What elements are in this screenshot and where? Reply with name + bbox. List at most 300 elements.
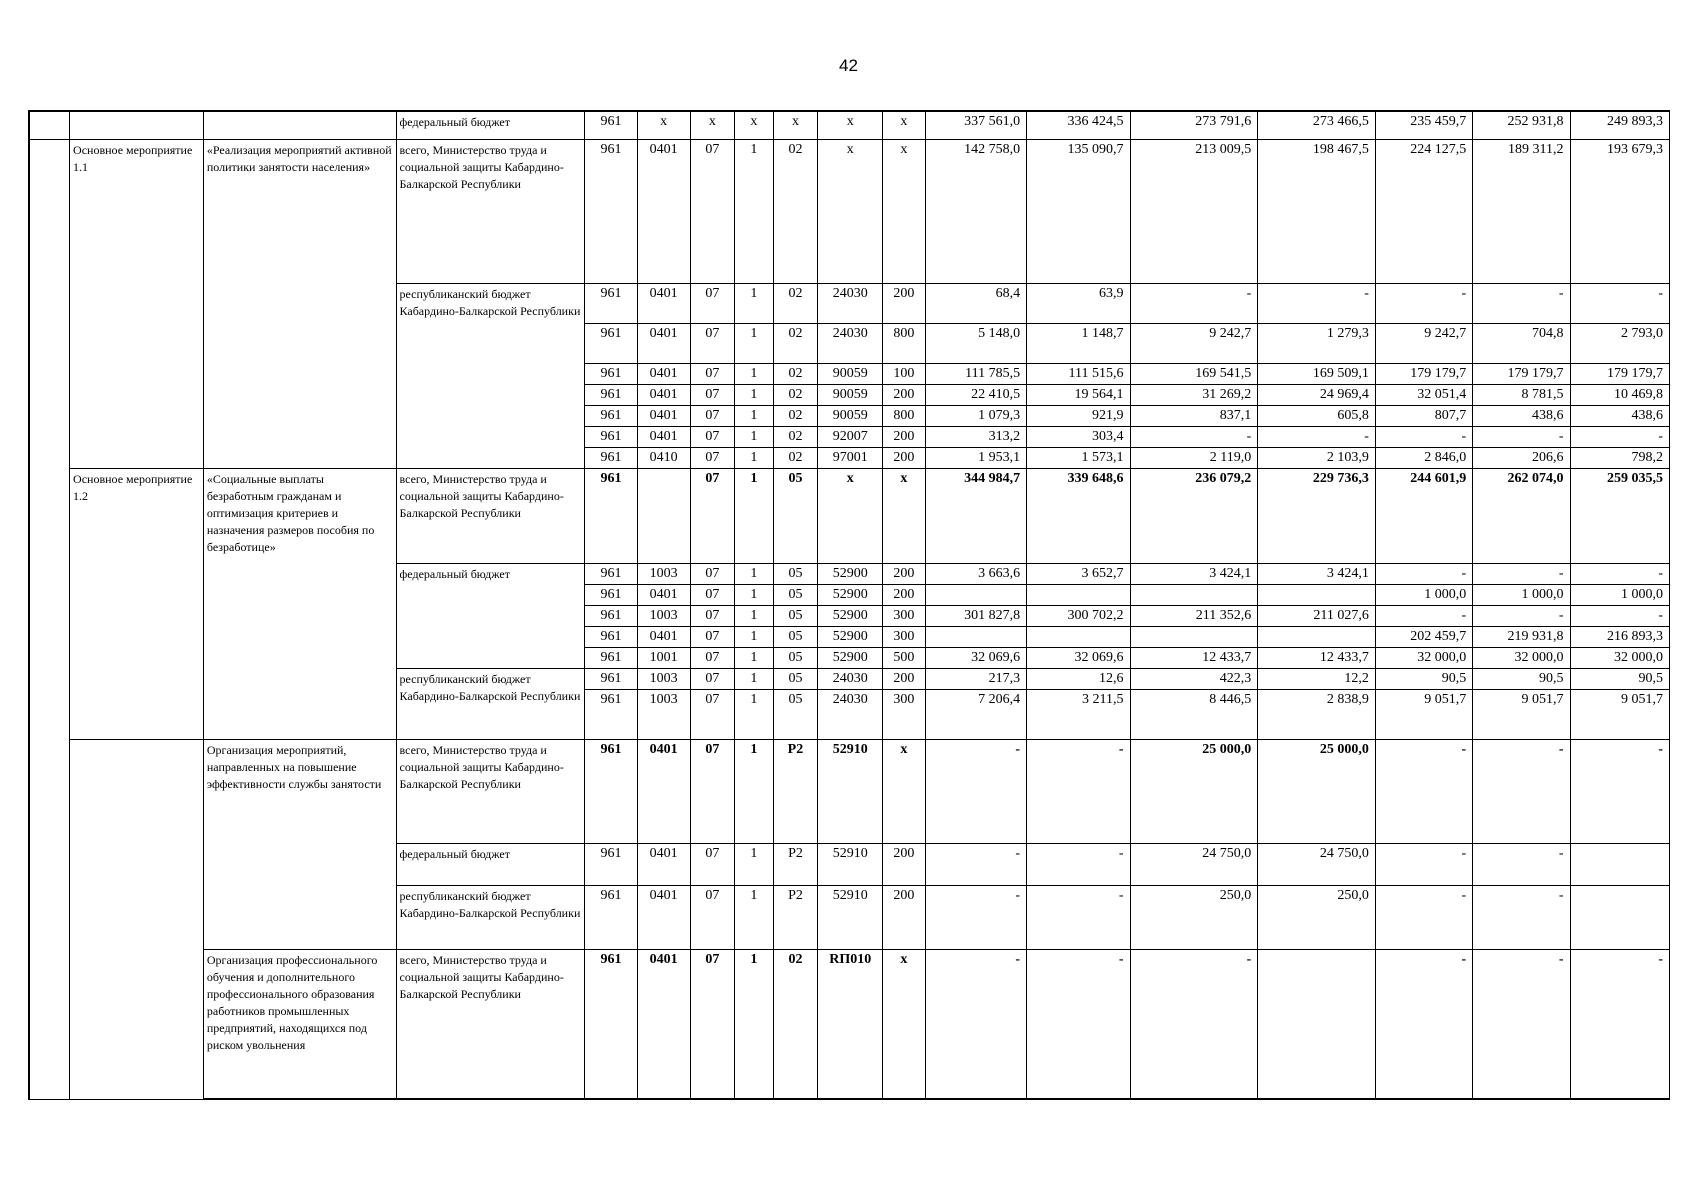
table-cell: 211 027,6 <box>1258 605 1376 626</box>
table-cell: «Социальные выплаты безработным гражданам и оптимизация критериев и назначения размеров пособия по безработице» <box>203 468 396 739</box>
table-cell: - <box>925 949 1026 1099</box>
table-cell: 12,2 <box>1258 668 1376 689</box>
table-cell: 206,6 <box>1473 447 1570 468</box>
table-cell: 1 <box>735 426 774 447</box>
table-cell: 961 <box>585 647 638 668</box>
table-cell: 1 <box>735 843 774 885</box>
table-cell: 961 <box>585 626 638 647</box>
table-cell: всего, Министерство труда и социальной защиты Кабардино-Балкарской Республики <box>396 139 585 283</box>
table-cell: - <box>1375 843 1472 885</box>
table-cell: 9 242,7 <box>1130 323 1258 363</box>
table-cell: 179 179,7 <box>1570 363 1669 384</box>
table-cell: 1 953,1 <box>925 447 1026 468</box>
table-cell: 249 893,3 <box>1570 111 1669 139</box>
table-cell: 52900 <box>818 563 883 584</box>
table-cell: 07 <box>690 668 735 689</box>
table-cell: 05 <box>773 647 818 668</box>
table-cell: 605,8 <box>1258 405 1376 426</box>
table-cell: 135 090,7 <box>1027 139 1130 283</box>
table-cell: 12,6 <box>1027 668 1130 689</box>
table-cell <box>925 626 1026 647</box>
table-cell: 24030 <box>818 689 883 739</box>
table-cell: - <box>1027 949 1130 1099</box>
table-cell: 52910 <box>818 843 883 885</box>
table-cell: 7 206,4 <box>925 689 1026 739</box>
table-cell: 189 311,2 <box>1473 139 1570 283</box>
table-cell: 32 000,0 <box>1375 647 1472 668</box>
table-cell: 200 <box>883 584 926 605</box>
table-cell: 300 <box>883 626 926 647</box>
table-cell: 300 <box>883 605 926 626</box>
table-cell: 52910 <box>818 739 883 843</box>
table-cell: 1 <box>735 405 774 426</box>
table-cell: - <box>1375 885 1472 949</box>
table-cell: 179 179,7 <box>1375 363 1472 384</box>
table-cell: - <box>1375 426 1472 447</box>
table-cell: 301 827,8 <box>925 605 1026 626</box>
table-cell: 24030 <box>818 323 883 363</box>
table-cell: 216 893,3 <box>1570 626 1669 647</box>
table-cell: 273 791,6 <box>1130 111 1258 139</box>
table-cell: 1 <box>735 885 774 949</box>
table-cell: 68,4 <box>925 283 1026 323</box>
table-cell: - <box>1130 283 1258 323</box>
table-cell: - <box>1570 605 1669 626</box>
table-cell: 07 <box>690 323 735 363</box>
table-cell: 961 <box>585 447 638 468</box>
table-cell: 0401 <box>637 584 690 605</box>
table-cell: - <box>1027 739 1130 843</box>
table-cell: x <box>883 111 926 139</box>
table-cell: 224 127,5 <box>1375 139 1472 283</box>
table-cell: 1 279,3 <box>1258 323 1376 363</box>
table-cell: x <box>735 111 774 139</box>
table-cell: Основное мероприятие 1.1 <box>70 139 204 468</box>
table-cell: - <box>1473 739 1570 843</box>
table-cell: 422,3 <box>1130 668 1258 689</box>
table-cell: 961 <box>585 843 638 885</box>
table-cell: 800 <box>883 405 926 426</box>
table-cell: 52910 <box>818 885 883 949</box>
table-cell: 24030 <box>818 283 883 323</box>
table-cell: 0401 <box>637 323 690 363</box>
table-cell: 9 051,7 <box>1570 689 1669 739</box>
table-cell: 1 <box>735 626 774 647</box>
table-cell: 300 702,2 <box>1027 605 1130 626</box>
table-cell: P2 <box>773 739 818 843</box>
table-cell: 5 148,0 <box>925 323 1026 363</box>
table-cell <box>70 111 204 139</box>
table-cell: - <box>1375 605 1472 626</box>
budget-table <box>28 110 1670 1100</box>
table-cell: x <box>818 468 883 563</box>
table-cell: 961 <box>585 689 638 739</box>
table-cell: 0401 <box>637 949 690 1099</box>
table-cell: 200 <box>883 843 926 885</box>
table-cell: 07 <box>690 426 735 447</box>
table-cell: 1 000,0 <box>1570 584 1669 605</box>
table-cell: 2 793,0 <box>1570 323 1669 363</box>
table-cell: 169 541,5 <box>1130 363 1258 384</box>
table-cell: 1 <box>735 363 774 384</box>
table-cell <box>1258 584 1376 605</box>
table-cell: - <box>1570 563 1669 584</box>
table-cell: - <box>1473 949 1570 1099</box>
table-cell: 169 509,1 <box>1258 363 1376 384</box>
table-cell: 0401 <box>637 426 690 447</box>
table-cell: - <box>1570 426 1669 447</box>
table-cell: 798,2 <box>1570 447 1669 468</box>
table-cell: - <box>1027 843 1130 885</box>
table-cell: 961 <box>585 139 638 283</box>
table-cell: - <box>1258 283 1376 323</box>
table-cell: 807,7 <box>1375 405 1472 426</box>
table-cell: 252 931,8 <box>1473 111 1570 139</box>
table-cell: 0401 <box>637 739 690 843</box>
table-cell: 200 <box>883 563 926 584</box>
table-cell: 31 269,2 <box>1130 384 1258 405</box>
table-cell: 250,0 <box>1130 885 1258 949</box>
table-cell: - <box>1570 949 1669 1099</box>
table-cell: 10 469,8 <box>1570 384 1669 405</box>
table-cell: 07 <box>690 739 735 843</box>
table-cell: - <box>1027 885 1130 949</box>
table-cell: 0410 <box>637 447 690 468</box>
table-cell: всего, Министерство труда и социальной защиты Кабардино-Балкарской Республики <box>396 468 585 563</box>
table-cell: 24 750,0 <box>1130 843 1258 885</box>
table-cell: 0401 <box>637 843 690 885</box>
table-cell: RП010 <box>818 949 883 1099</box>
table-cell: 1001 <box>637 647 690 668</box>
table-cell: 0401 <box>637 139 690 283</box>
table-cell: 07 <box>690 885 735 949</box>
table-cell: 3 663,6 <box>925 563 1026 584</box>
table-cell: 05 <box>773 584 818 605</box>
table-body <box>29 111 1670 1099</box>
table-cell: 0401 <box>637 283 690 323</box>
table-cell: P2 <box>773 843 818 885</box>
table-cell: 961 <box>585 384 638 405</box>
table-cell: 02 <box>773 949 818 1099</box>
table-cell: 63,9 <box>1027 283 1130 323</box>
table-cell: x <box>637 111 690 139</box>
table-cell: 1 079,3 <box>925 405 1026 426</box>
table-cell: x <box>818 139 883 283</box>
table-cell: 02 <box>773 323 818 363</box>
table-cell: 07 <box>690 563 735 584</box>
table-cell: - <box>925 885 1026 949</box>
table-cell: 200 <box>883 426 926 447</box>
table-cell: 25 000,0 <box>1258 739 1376 843</box>
table-cell <box>1130 626 1258 647</box>
table-cell: 262 074,0 <box>1473 468 1570 563</box>
table-cell: 0401 <box>637 885 690 949</box>
table-cell: 90059 <box>818 384 883 405</box>
table-cell: 02 <box>773 139 818 283</box>
table-cell: 02 <box>773 283 818 323</box>
table-cell: - <box>1570 283 1669 323</box>
table-cell: 1 <box>735 139 774 283</box>
table-cell: 97001 <box>818 447 883 468</box>
table-cell: 1 <box>735 689 774 739</box>
table-cell: 704,8 <box>1473 323 1570 363</box>
table-cell: 3 211,5 <box>1027 689 1130 739</box>
table-cell: 837,1 <box>1130 405 1258 426</box>
table-cell: 500 <box>883 647 926 668</box>
table-cell: x <box>818 111 883 139</box>
table-cell: 313,2 <box>925 426 1026 447</box>
table-cell: 32 069,6 <box>925 647 1026 668</box>
table-cell: 0401 <box>637 384 690 405</box>
table-cell: 02 <box>773 405 818 426</box>
table-cell: 244 601,9 <box>1375 468 1472 563</box>
table-cell: 1 <box>735 563 774 584</box>
table-cell: - <box>1570 739 1669 843</box>
table-cell: 921,9 <box>1027 405 1130 426</box>
table-cell: 9 051,7 <box>1375 689 1472 739</box>
table-cell: всего, Министерство труда и социальной защиты Кабардино-Балкарской Республики <box>396 949 585 1099</box>
table-cell: 07 <box>690 283 735 323</box>
table-cell: 1 <box>735 283 774 323</box>
table-cell: 05 <box>773 468 818 563</box>
table-cell: 1 <box>735 668 774 689</box>
table-cell: 961 <box>585 949 638 1099</box>
table-cell: x <box>883 139 926 283</box>
table-cell: 211 352,6 <box>1130 605 1258 626</box>
table-cell: 198 467,5 <box>1258 139 1376 283</box>
table-cell: 0401 <box>637 405 690 426</box>
table-cell: 05 <box>773 689 818 739</box>
table-cell: 90059 <box>818 405 883 426</box>
table-cell: 07 <box>690 139 735 283</box>
table-cell: - <box>1375 949 1472 1099</box>
table-cell: 90059 <box>818 363 883 384</box>
table-cell: 22 410,5 <box>925 384 1026 405</box>
table-cell: 8 781,5 <box>1473 384 1570 405</box>
table-cell: 961 <box>585 363 638 384</box>
table-cell: - <box>1473 283 1570 323</box>
table-cell: 438,6 <box>1473 405 1570 426</box>
table-cell: 1 000,0 <box>1375 584 1472 605</box>
table-cell <box>1130 584 1258 605</box>
table-cell: 259 035,5 <box>1570 468 1669 563</box>
table-cell: 1 148,7 <box>1027 323 1130 363</box>
table-cell: 07 <box>690 689 735 739</box>
table-cell: 52900 <box>818 584 883 605</box>
table-cell: 24 969,4 <box>1258 384 1376 405</box>
table-cell: 2 119,0 <box>1130 447 1258 468</box>
table-cell: 3 652,7 <box>1027 563 1130 584</box>
table-cell: 344 984,7 <box>925 468 1026 563</box>
table-cell: 24030 <box>818 668 883 689</box>
table-cell: - <box>925 739 1026 843</box>
table-cell: 179 179,7 <box>1473 363 1570 384</box>
table-cell: 961 <box>585 605 638 626</box>
table-cell: 1 <box>735 384 774 405</box>
table-cell: 05 <box>773 668 818 689</box>
table-cell: x <box>690 111 735 139</box>
table-cell: - <box>1473 426 1570 447</box>
table-cell: - <box>1473 843 1570 885</box>
table-cell: x <box>773 111 818 139</box>
table-cell: 961 <box>585 323 638 363</box>
table-cell: 07 <box>690 405 735 426</box>
table-cell: 961 <box>585 563 638 584</box>
table-cell: 300 <box>883 689 926 739</box>
table-cell: 1 <box>735 323 774 363</box>
table-cell: 193 679,3 <box>1570 139 1669 283</box>
table-cell: 1003 <box>637 689 690 739</box>
table-cell: 800 <box>883 323 926 363</box>
table-cell: 961 <box>585 739 638 843</box>
table-cell: 142 758,0 <box>925 139 1026 283</box>
table-cell: 02 <box>773 447 818 468</box>
table-cell: 961 <box>585 584 638 605</box>
table-cell: 961 <box>585 668 638 689</box>
table-cell: 05 <box>773 563 818 584</box>
table-cell: 12 433,7 <box>1130 647 1258 668</box>
table-cell: x <box>883 739 926 843</box>
table-cell: 1 <box>735 739 774 843</box>
table-cell: 235 459,7 <box>1375 111 1472 139</box>
table-cell <box>637 468 690 563</box>
table-row <box>29 468 1670 563</box>
table-cell: 336 424,5 <box>1027 111 1130 139</box>
table-cell: 02 <box>773 363 818 384</box>
table-cell: - <box>1375 563 1472 584</box>
table-cell: 1 <box>735 605 774 626</box>
table-cell: 07 <box>690 468 735 563</box>
table-cell <box>1027 584 1130 605</box>
table-cell: Основное мероприятие 1.2 <box>70 468 204 739</box>
table-cell: 07 <box>690 384 735 405</box>
table-cell: 961 <box>585 885 638 949</box>
table-cell: 05 <box>773 605 818 626</box>
table-cell <box>925 584 1026 605</box>
table-cell: 1 <box>735 647 774 668</box>
table-cell: 200 <box>883 283 926 323</box>
table-cell: 8 446,5 <box>1130 689 1258 739</box>
table-cell: 25 000,0 <box>1130 739 1258 843</box>
table-cell: - <box>1375 739 1472 843</box>
table-cell: 07 <box>690 584 735 605</box>
table-cell: 111 515,6 <box>1027 363 1130 384</box>
table-cell: - <box>1473 563 1570 584</box>
table-cell: 0401 <box>637 626 690 647</box>
table-cell: республиканский бюджет Кабардино-Балкарской Республики <box>396 668 585 739</box>
table-cell: 337 561,0 <box>925 111 1026 139</box>
table-cell: 217,3 <box>925 668 1026 689</box>
table-cell: 2 103,9 <box>1258 447 1376 468</box>
table-cell: 02 <box>773 384 818 405</box>
table-cell: 961 <box>585 405 638 426</box>
table-cell: 339 648,6 <box>1027 468 1130 563</box>
table-cell: 200 <box>883 668 926 689</box>
table-cell: «Реализация мероприятий активной политики занятости населения» <box>203 139 396 468</box>
table-cell: 1 573,1 <box>1027 447 1130 468</box>
table-cell: - <box>1130 949 1258 1099</box>
table-cell: 3 424,1 <box>1130 563 1258 584</box>
table-cell: 100 <box>883 363 926 384</box>
table-cell <box>1258 626 1376 647</box>
table-cell: 1 <box>735 447 774 468</box>
table-row <box>29 949 1670 1099</box>
table-cell: 1003 <box>637 563 690 584</box>
table-cell: 111 785,5 <box>925 363 1026 384</box>
table-cell: 961 <box>585 111 638 139</box>
table-cell: 07 <box>690 363 735 384</box>
table-cell: 1003 <box>637 605 690 626</box>
table-cell: 1 000,0 <box>1473 584 1570 605</box>
table-cell: федеральный бюджет <box>396 563 585 668</box>
table-cell: 303,4 <box>1027 426 1130 447</box>
table-cell: - <box>925 843 1026 885</box>
table-cell: 1 <box>735 468 774 563</box>
table-cell: Организация мероприятий, направленных на повышение эффективности службы занятости <box>203 739 396 949</box>
table-cell: 12 433,7 <box>1258 647 1376 668</box>
table-cell: 90,5 <box>1473 668 1570 689</box>
table-cell: 961 <box>585 468 638 563</box>
table-cell: 200 <box>883 885 926 949</box>
table-cell: 07 <box>690 647 735 668</box>
table-cell: 438,6 <box>1570 405 1669 426</box>
table-cell <box>1027 626 1130 647</box>
table-cell: 2 846,0 <box>1375 447 1472 468</box>
table-cell: 961 <box>585 283 638 323</box>
table-cell: - <box>1473 605 1570 626</box>
table-cell: x <box>883 468 926 563</box>
table-cell: 3 424,1 <box>1258 563 1376 584</box>
table-cell: 07 <box>690 605 735 626</box>
table-cell <box>1258 949 1376 1099</box>
table-cell: 250,0 <box>1258 885 1376 949</box>
table-cell: 07 <box>690 626 735 647</box>
table-cell: федеральный бюджет <box>396 111 585 139</box>
table-cell: 05 <box>773 626 818 647</box>
table-cell: Организация профессионального обучения и дополнительного профессионального образования работников промышленных предприятий, находящихся под риском увольнения <box>203 949 396 1099</box>
table-cell: республиканский бюджет Кабардино-Балкарской Республики <box>396 885 585 949</box>
table-cell <box>29 111 70 139</box>
table-cell: 52900 <box>818 626 883 647</box>
table-cell: 07 <box>690 949 735 1099</box>
table-cell: 32 000,0 <box>1570 647 1669 668</box>
table-cell: 2 838,9 <box>1258 689 1376 739</box>
table-cell: 52900 <box>818 605 883 626</box>
table-cell: всего, Министерство труда и социальной защиты Кабардино-Балкарской Республики <box>396 739 585 843</box>
table-cell: - <box>1473 885 1570 949</box>
table-cell: федеральный бюджет <box>396 843 585 885</box>
table-cell: 0401 <box>637 363 690 384</box>
table-cell: 961 <box>585 426 638 447</box>
table-cell: 273 466,5 <box>1258 111 1376 139</box>
table-cell: 90,5 <box>1375 668 1472 689</box>
table-cell: 9 242,7 <box>1375 323 1472 363</box>
table-cell: 24 750,0 <box>1258 843 1376 885</box>
table-cell: 9 051,7 <box>1473 689 1570 739</box>
table-cell: 32 051,4 <box>1375 384 1472 405</box>
table-cell: - <box>1130 426 1258 447</box>
table-cell: x <box>883 949 926 1099</box>
table-cell: 90,5 <box>1570 668 1669 689</box>
table-cell: 52900 <box>818 647 883 668</box>
table-row <box>29 139 1670 283</box>
table-cell: P2 <box>773 885 818 949</box>
table-cell: 200 <box>883 447 926 468</box>
table-cell <box>1570 843 1669 885</box>
page-number: 42 <box>839 56 858 75</box>
table-cell: 1003 <box>637 668 690 689</box>
table-cell <box>70 739 204 1099</box>
